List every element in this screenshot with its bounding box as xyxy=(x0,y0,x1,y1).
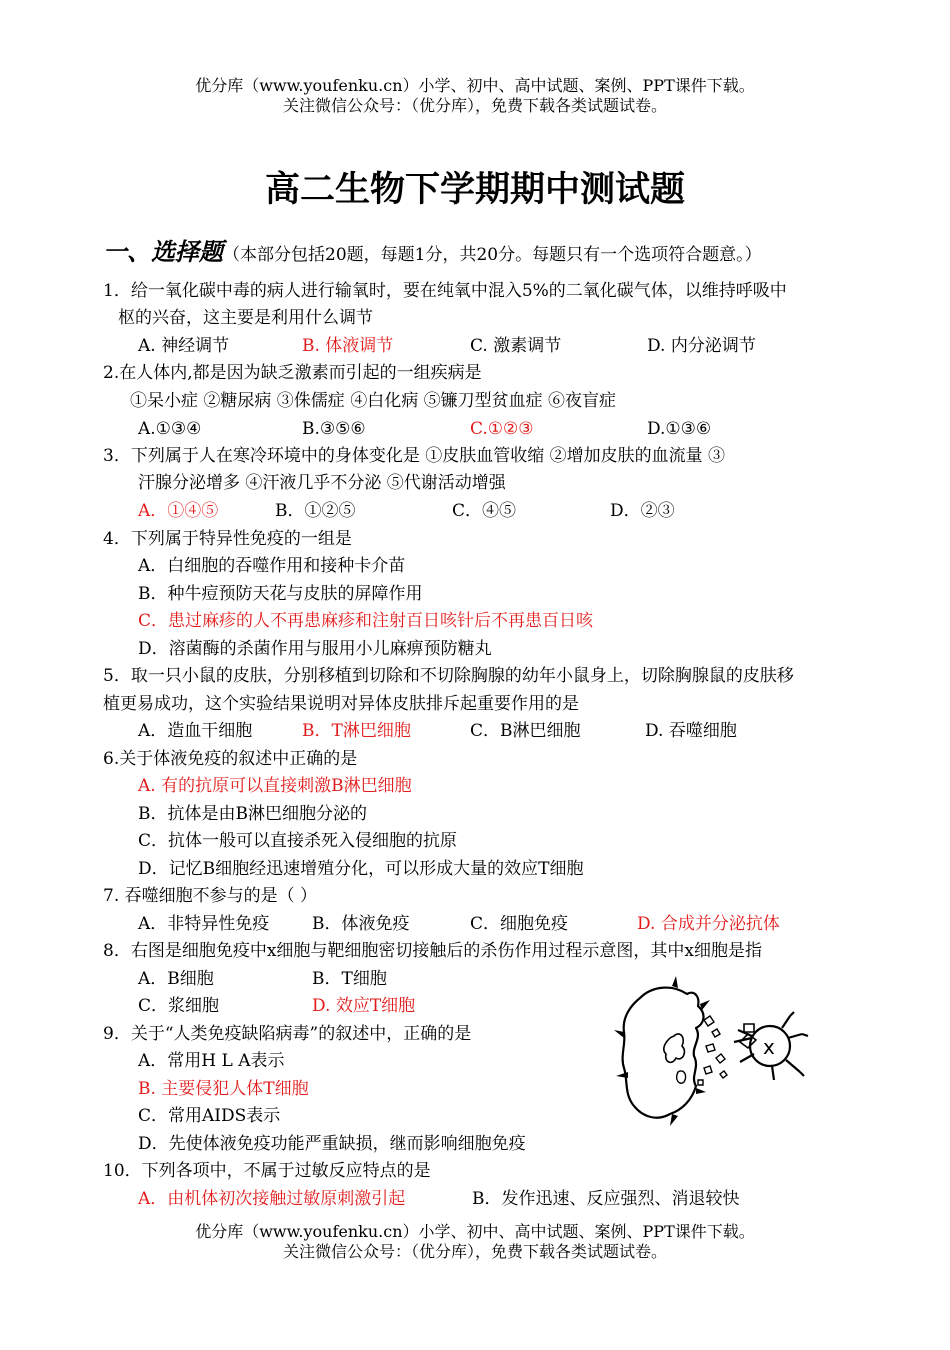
q3-option-b: B．①②⑤ xyxy=(275,501,356,521)
cell-spikes xyxy=(614,976,710,1126)
q2-stem: 2.在人体内,都是因为缺乏激素而引起的一组疾病是 xyxy=(103,363,482,383)
q1-option-c: C. 激素调节 xyxy=(470,336,562,356)
q6-option-d: D．记忆B细胞经迅速增殖分化，可以形成大量的效应T细胞 xyxy=(138,859,584,879)
q6-option-b: B．抗体是由B淋巴细胞分泌的 xyxy=(138,804,367,824)
page-title: 高二生物下学期期中测试题 xyxy=(264,170,685,210)
header-line-2: 关注微信公众号：（优分库），免费下载各类试题试卷。 xyxy=(282,96,667,115)
x-cell-label: x xyxy=(763,1035,775,1059)
q7-option-b: B．体液免疫 xyxy=(312,914,410,934)
q2-items: ①呆小症 ②糖尿病 ③侏儒症 ④白化病 ⑤镰刀型贫血症 ⑥夜盲症 xyxy=(130,391,617,411)
q5-option-c: C．B淋巴细胞 xyxy=(470,721,581,741)
q9-option-c: C．常用AIDS表示 xyxy=(138,1106,281,1126)
q8-option-b: B．T细胞 xyxy=(312,969,387,989)
footer-line-1: 优分库（www.youfenku.cn）小学、初中、高中试题、案例、PPT课件下载。 xyxy=(195,1222,755,1241)
q4-option-c: C．患过麻疹的人不再患麻疹和注射百日咳针后不再患百日咳 xyxy=(138,611,594,631)
q7-stem: 7. 吞噬细胞不参与的是（ ） xyxy=(103,886,318,906)
q8-option-a: A．B细胞 xyxy=(138,969,214,989)
section-heading xyxy=(103,232,762,267)
q2-option-c: C.①②③ xyxy=(470,419,534,439)
q1-stem-1: 1．给一氧化碳中毒的病人进行输氧时，要在纯氧中混入5%的二氧化碳气体，以维持呼吸中 xyxy=(103,281,787,301)
q3-option-c: C．④⑤ xyxy=(452,501,517,521)
q10-option-a: A．由机体初次接触过敏原刺激引起 xyxy=(138,1189,406,1209)
q4-option-a: A．白细胞的吞噬作用和接种卡介苗 xyxy=(138,556,406,576)
q2-option-a: A.①③④ xyxy=(138,419,202,439)
q9-option-a: A．常用H L A表示 xyxy=(138,1051,285,1071)
cell-immunity-figure xyxy=(612,976,830,1128)
q8-stem: 8．右图是细胞免疫中x细胞与靶细胞密切接触后的杀伤作用过程示意图，其中x细胞是指 xyxy=(103,941,762,961)
q3-option-d: D．②③ xyxy=(610,501,675,521)
q7-option-c: C．细胞免疫 xyxy=(470,914,569,934)
q4-stem: 4．下列属于特异性免疫的一组是 xyxy=(103,529,352,549)
q3-stem-1: 3．下列属于人在寒冷环境中的身体变化是 ①皮肤血管收缩 ②增加皮肤的血流量 ③ xyxy=(103,446,726,466)
target-cell xyxy=(623,988,704,1118)
q5-option-d: D. 吞噬细胞 xyxy=(645,721,737,741)
q8-option-c: C．浆细胞 xyxy=(138,996,220,1016)
q5-stem-1: 5．取一只小鼠的皮肤，分别移植到切除和不切除胸腺的幼年小鼠身上，切除胸腺鼠的皮肤移 xyxy=(103,666,794,686)
q7-option-d: D. 合成并分泌抗体 xyxy=(637,914,780,934)
q4-option-d: D．溶菌酶的杀菌作用与服用小儿麻痹预防糖丸 xyxy=(138,639,492,659)
q1-stem-2: 枢的兴奋，这主要是利用什么调节 xyxy=(118,308,373,328)
section-note: （本部分包括20题，每题1分，共20分。每题只有一个选项符合题意。） xyxy=(223,245,762,265)
q1-option-b: B. 体液调节 xyxy=(302,336,394,356)
q5-option-b: B．T淋巴细胞 xyxy=(302,721,411,741)
q1-option-a: A. 神经调节 xyxy=(138,336,230,356)
q5-stem-2: 植更易成功，这个实验结果说明对异体皮肤排斥起重要作用的是 xyxy=(103,694,579,714)
q10-stem: 10．下列各项中，不属于过敏反应特点的是 xyxy=(103,1161,431,1181)
cell-fragments xyxy=(698,1016,727,1085)
q9-stem: 9．关于“人类免疫缺陷病毒”的叙述中，正确的是 xyxy=(103,1024,472,1044)
q2-option-b: B.③⑤⑥ xyxy=(302,419,366,439)
q9-option-b: B. 主要侵犯人体T细胞 xyxy=(138,1079,309,1099)
q5-option-a: A．造血干细胞 xyxy=(138,721,253,741)
footer-line-2: 关注微信公众号：（优分库），免费下载各类试题试卷。 xyxy=(282,1242,667,1261)
q10-option-b: B．发作迅速、反应强烈、消退较快 xyxy=(472,1189,740,1209)
q9-option-d: D．先使体液免疫功能严重缺损，继而影响细胞免疫 xyxy=(138,1134,526,1154)
q7-option-a: A．非特异性免疫 xyxy=(138,914,270,934)
section-heading-text: 一、选择题 xyxy=(103,238,223,266)
q6-option-c: C．抗体一般可以直接杀死入侵细胞的抗原 xyxy=(138,831,458,851)
q3-option-a: A．①④⑤ xyxy=(138,501,219,521)
q4-option-b: B．种牛痘预防天花与皮肤的屏障作用 xyxy=(138,584,423,604)
q6-stem: 6.关于体液免疫的叙述中正确的是 xyxy=(103,749,358,769)
q8-option-d: D. 效应T细胞 xyxy=(312,996,416,1016)
header-line-1: 优分库（www.youfenku.cn）小学、初中、高中试题、案例、PPT课件下载。 xyxy=(195,76,755,95)
q1-option-d: D. 内分泌调节 xyxy=(647,336,756,356)
q2-option-d: D.①③⑥ xyxy=(647,419,712,439)
q6-option-a: A. 有的抗原可以直接刺激B淋巴细胞 xyxy=(138,776,412,796)
q3-stem-2: 汗腺分泌增多 ④汗液几乎不分泌 ⑤代谢活动增强 xyxy=(138,473,506,493)
